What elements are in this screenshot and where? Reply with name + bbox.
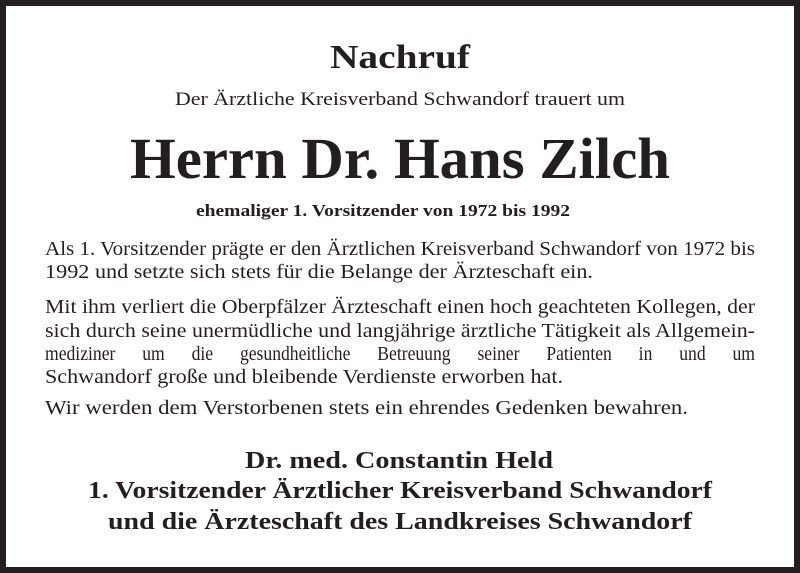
notice-heading: Nachruf [330,39,470,76]
role-line: ehemaliger 1. Vorsitzender von 1972 bis 1992 [196,201,570,220]
paragraph-line: mediziner um die gesundheitliche Betreuung seiner Patienten in und um [45,343,755,365]
paragraph-line: Wir werden dem Verstorbenen stets ein ehrendes Gedenken bewahren. [45,397,688,419]
deceased-name: Herrn Dr. Hans Zilch [130,126,670,191]
signature-line: 1. Vorsitzender Ärztlicher Kreisverband Schwandorf [88,478,712,504]
intro-line: Der Ärztliche Kreisverband Schwandorf trauert um [175,89,625,110]
signature-line: und die Ärzteschaft des Landkreises Schwandorf [108,509,692,535]
paragraph-line: sich durch seine unermüdliche und langjährige ärztliche Tätigkeit als Allgemein- [45,320,755,342]
obituary-notice [6,6,794,567]
paragraph-line: Als 1. Vorsitzender prägte er den Ärztlichen Kreisverband Schwandorf von 1972 bis [45,238,755,260]
paragraph-line: Mit ihm verliert die Oberpfälzer Ärzteschaft einen hoch geachteten Kollegen, der [45,296,755,318]
signature-line: Dr. med. Constantin Held [245,448,553,474]
paragraph-line: 1992 und setzte sich stets für die Belange der Ärzteschaft ein. [45,261,593,283]
paragraph-line: Schwandorf große und bleibende Verdienste erworben hat. [45,366,563,388]
